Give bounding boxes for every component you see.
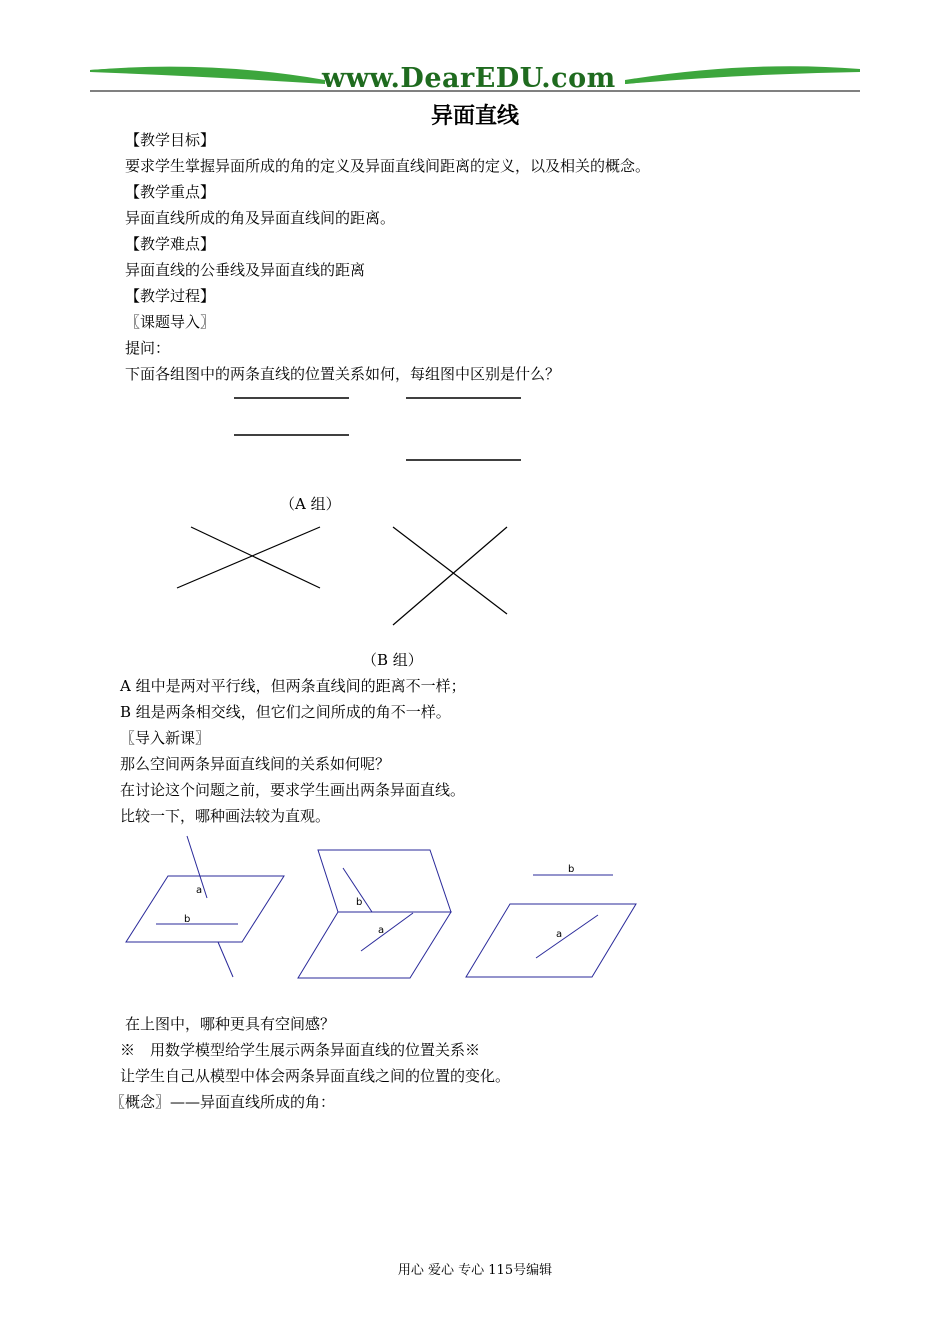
- label-b: b: [184, 914, 191, 925]
- plane-parallelogram: [466, 904, 636, 977]
- section-heading-difficulty: 【教学难点】: [125, 235, 216, 253]
- paragraph: 提问：: [125, 339, 171, 357]
- paragraph: 异面直线的公垂线及异面直线的距离: [125, 261, 366, 279]
- paragraph: B 组是两条相交线，但它们之间所成的角不一样。: [120, 703, 451, 721]
- caption-group-a: （A 组）: [280, 495, 341, 513]
- paragraph: 下面各组图中的两条直线的位置关系如何，每组图中区别是什么？: [125, 365, 561, 383]
- label-b: b: [568, 864, 575, 875]
- page-title: 异面直线: [430, 104, 519, 129]
- plane-parallelogram: [126, 876, 284, 942]
- caption-group-b: （B 组）: [362, 651, 423, 669]
- paragraph: 在上图中，哪种更具有空间感？: [125, 1015, 336, 1033]
- paragraph: 让学生自己从模型中体会两条异面直线之间的位置的变化。: [120, 1067, 511, 1085]
- site-banner-text: www.DearEDU.com: [322, 63, 616, 94]
- line-a: [361, 913, 413, 951]
- label-a: a: [556, 929, 563, 940]
- plane-parallelogram: [298, 912, 451, 978]
- paragraph: A 组中是两对平行线，但两条直线间的距离不一样；: [120, 677, 466, 695]
- paragraph: ※ 用数学模型给学生展示两条异面直线的位置关系※: [120, 1041, 481, 1059]
- subsection-heading: 〖课题导入〗: [125, 313, 216, 331]
- subsection-heading: 〖概念〗——异面直线所成的角：: [110, 1093, 336, 1111]
- line-a-below: [218, 942, 233, 977]
- subsection-heading: 〖导入新课〗: [120, 729, 211, 747]
- paragraph: 那么空间两条异面直线间的关系如何呢？: [120, 755, 391, 773]
- line-a: [536, 915, 598, 958]
- plane-parallelogram: [318, 850, 451, 912]
- paragraph: 在讨论这个问题之前，要求学生画出两条异面直线。: [120, 781, 466, 799]
- paragraph: 异面直线所成的角及异面直线间的距离。: [125, 209, 396, 227]
- section-heading-process: 【教学过程】: [125, 287, 216, 305]
- section-heading-goal: 【教学目标】: [125, 131, 216, 149]
- label-b: b: [356, 897, 363, 908]
- section-heading-key: 【教学重点】: [125, 183, 216, 201]
- page-footer: 用心 爱心 专心 115号编辑: [397, 1263, 553, 1278]
- label-a: a: [196, 885, 203, 896]
- paragraph: 比较一下，哪种画法较为直观。: [120, 807, 331, 825]
- paragraph: 要求学生掌握异面所成的角的定义及异面直线间距离的定义，以及相关的概念。: [125, 157, 651, 175]
- label-a: a: [378, 925, 385, 936]
